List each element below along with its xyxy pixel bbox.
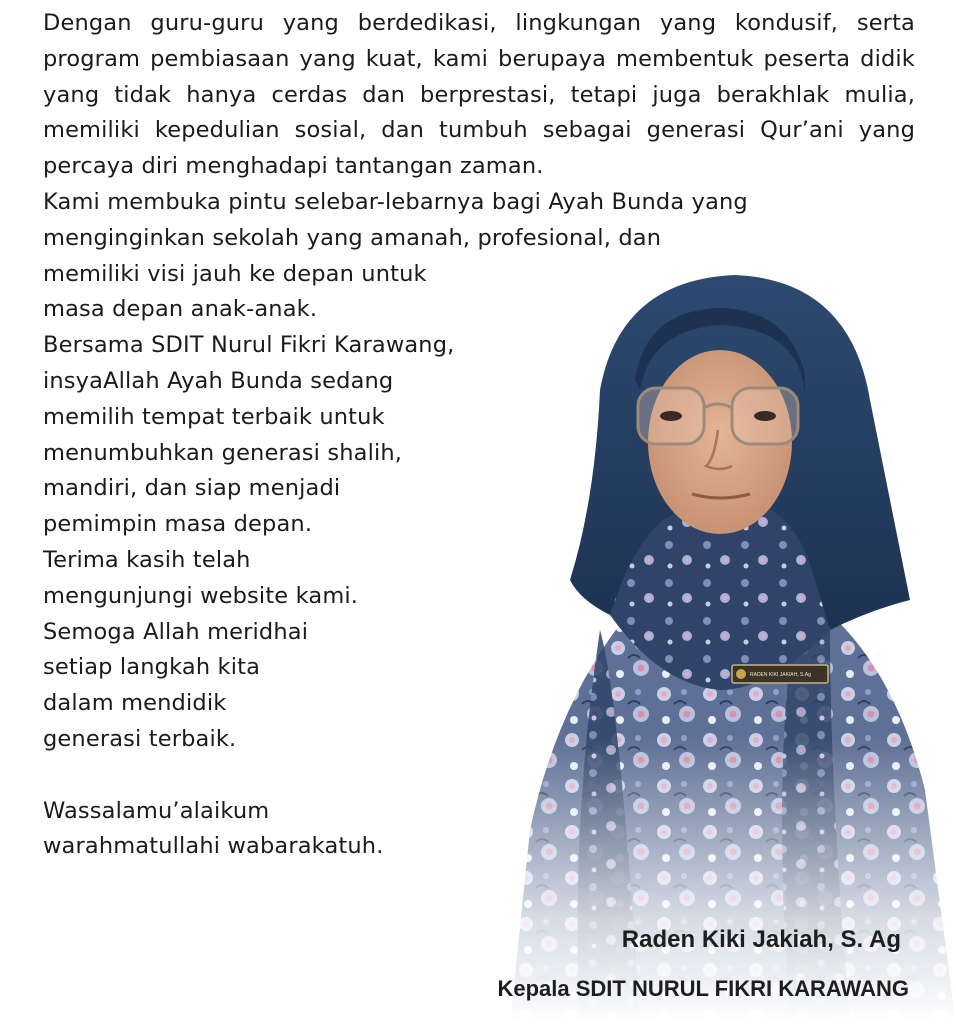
message-line: menumbuhkan generasi shalih,: [43, 439, 403, 466]
message-line: memilih tempat terbaik untuk: [43, 403, 385, 430]
message-line: Bersama SDIT Nurul Fikri Karawang,: [43, 332, 455, 359]
message-line: mengunjungi website kami.: [43, 582, 359, 609]
signature-title: Kepala SDIT NURUL FIKRI KARAWANG: [497, 976, 909, 1001]
message-line: Kami membuka pintu selebar-lebarnya bagi Ayah Bunda yang: [43, 188, 748, 215]
closing-greeting: Wassalamu’alaikum: [43, 797, 270, 824]
signature-name: Raden Kiki Jakiah, S. Ag: [621, 926, 901, 953]
message-line: generasi terbaik.: [43, 725, 237, 752]
message-line: memiliki visi jauh ke depan untuk: [43, 260, 427, 287]
paragraph-spacer: [43, 758, 915, 794]
message-line: menginginkan sekolah yang amanah, profesional, dan: [43, 224, 662, 251]
message-line: dalam mendidik: [43, 690, 227, 717]
message-line: Terima kasih telah: [43, 546, 251, 573]
intro-paragraph: Dengan guru-guru yang berdedikasi, lingkungan yang kondusif, serta program pembiasaan yang kuat, kami berupaya membentuk peserta didik yang tidak hanya cerdas dan berprestasi, tetapi juga berakhlak mulia, memiliki kepedulian sosial, dan tumbuh sebagai generasi Qur’ani yang percaya diri menghadapi tantangan zaman.: [43, 10, 915, 180]
message-line: pemimpin masa depan.: [43, 511, 313, 538]
message-line: setiap langkah kita: [43, 654, 261, 681]
message-line: masa depan anak-anak.: [43, 296, 318, 323]
message-line: mandiri, dan siap menjadi: [43, 475, 341, 502]
message-text: [43, 6, 915, 865]
message-line: Semoga Allah meridhai: [43, 618, 309, 645]
message-line: insyaAllah Ayah Bunda sedang: [43, 367, 394, 394]
closing-greeting: warahmatullahi wabarakatuh.: [43, 833, 384, 860]
